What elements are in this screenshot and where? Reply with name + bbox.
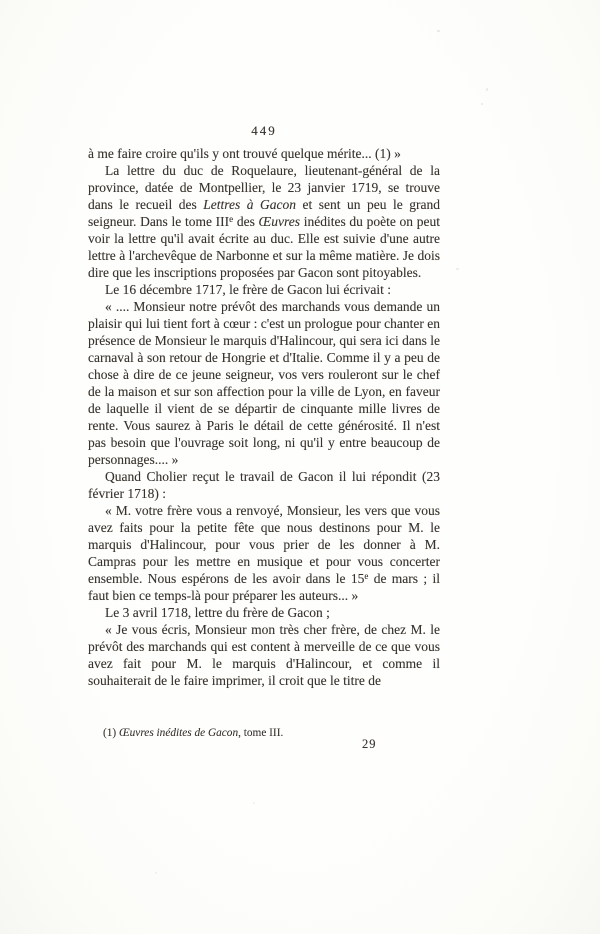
text-segment: Quand Cholier reçut le travail de Gacon il lui répondit (23 février 1718) : [88, 469, 440, 501]
scan-speck [486, 88, 488, 91]
paragraph [88, 162, 440, 281]
text-segment: des [233, 214, 259, 229]
italic-text: Œuvres inédites de Gacon [119, 727, 239, 739]
paragraph [88, 621, 440, 689]
italic-text: Œuvres [258, 214, 301, 229]
scan-speck [332, 369, 334, 371]
text-segment: « M. votre frère vous a renvoyé, Monsieur, les vers que vous avez faits pour la petite fête que nous destinons pour M. le marquis d'Halincour, pour vous prier de les donner à M. Campras pour les mettre en musique et pour vous concerter ensemble. Nous espérons de les avoir dans le 15 [88, 503, 440, 586]
italic-text: Lettres à Gacon [203, 197, 296, 212]
paragraph [88, 281, 440, 298]
superscript-text: e [229, 214, 234, 224]
scan-speck [456, 268, 459, 270]
superscript-text: e [364, 571, 369, 581]
text-segment: Le 3 avril 1718, lettre du frère de Gacon ; [105, 605, 330, 620]
scan-speck [155, 872, 157, 874]
text-segment: « Je vous écris, Monsieur mon très cher frère, de chez M. le prévôt des marchands qui est content à merveille de ce que vous avez fait pour M. le marquis d'Halincour, et comme il souhaiterait de le faire imprimer, il croit que le titre de [88, 622, 440, 688]
text-segment: de mars ; il faut bien ce temps-là pour préparer les auteurs... » [88, 571, 440, 603]
scan-speck [437, 30, 440, 32]
signature-mark: 29 [362, 737, 377, 751]
footnote [103, 726, 440, 740]
paragraph [88, 298, 440, 468]
text-segment: « .... Monsieur notre prévôt des marchands vous demande un plaisir qui lui tient fort à cœur : c'est un prologue pour chanter en présence de Monsieur le marquis d'Halincour, qui sera ici dans le carnaval à son retour de Hongrie et d'Italie. Comme il y a peu de chose à dire de ce jeune seigneur, vos vers rouleront sur le chef de la maison et sur son affection pour la ville de Lyon, en faveur de laquelle il vient de se départir de cinquante mille livres de rente. Vous saurez à Paris le détail de cette générosité. Il n'est pas besoin que l'ouvrage soit long, ni qu'il y entre beaucoup de personnages.... » [88, 299, 440, 467]
text-segment: , tome III. [238, 727, 284, 739]
body-text [88, 145, 440, 689]
text-segment: à me faire croire qu'ils y ont trouvé quelque mérite... (1) » [88, 146, 401, 161]
text-segment: Le 16 décembre 1717, le frère de Gacon lui écrivait : [105, 282, 391, 297]
text-segment: inédites du poète on peut voir la lettre qu'il avait écrite au duc. Elle est suivie d'une autre lettre à l'archevêque de Narbonne et sur la même matière. Je dois dire que les inscriptions proposées par Gacon sont pitoyables. [88, 214, 440, 280]
text-segment: et sent un peu le grand seigneur. Dans le tome III [88, 197, 440, 229]
paragraph [88, 468, 440, 502]
scan-speck [481, 103, 483, 105]
paragraph [88, 145, 440, 162]
paragraph [88, 604, 440, 621]
paragraph [88, 502, 440, 604]
text-segment: La lettre du duc de Roquelaure, lieutenant-général de la province, datée de Montpellier, le 23 janvier 1719, se trouve dans le recueil des [88, 163, 440, 212]
page-number: 449 [251, 123, 277, 138]
scan-speck [253, 802, 255, 804]
text-segment: (1) [103, 727, 119, 739]
